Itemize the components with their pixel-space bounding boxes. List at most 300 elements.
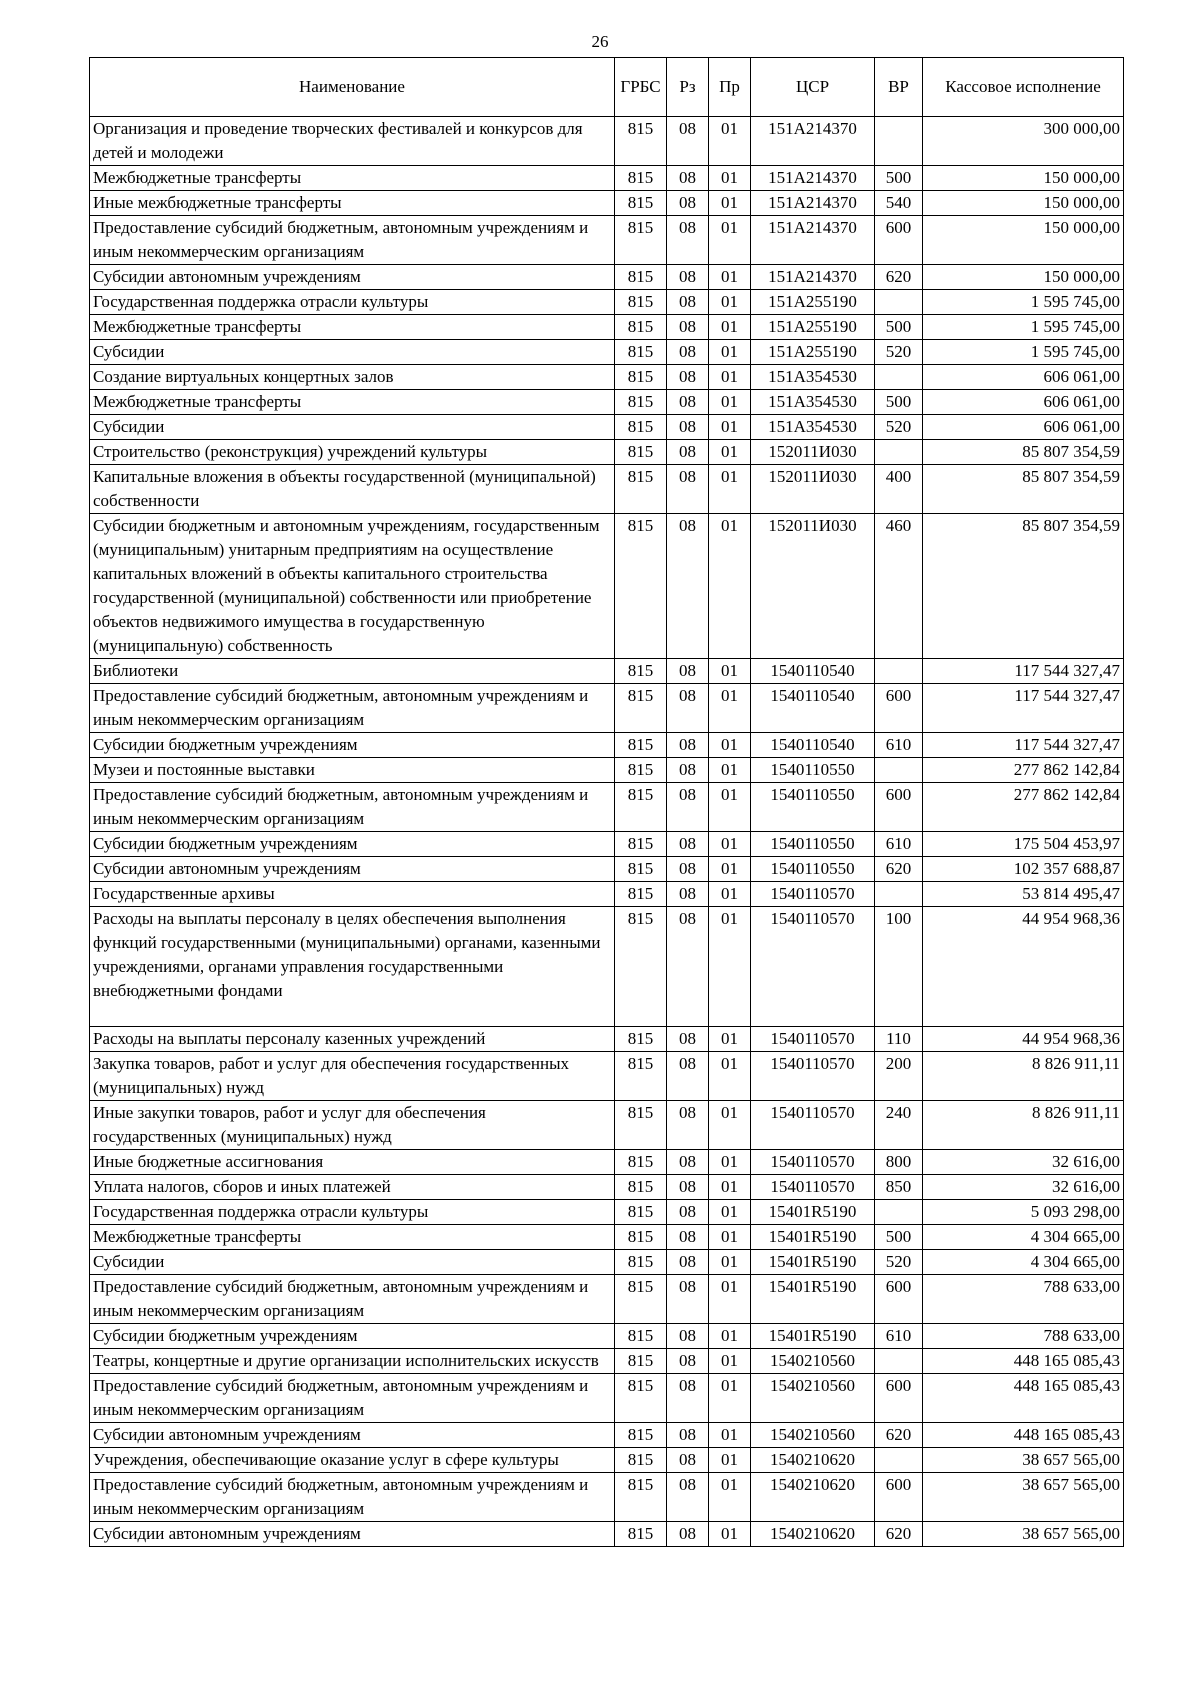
cell-amount: 4 304 665,00 <box>923 1250 1124 1275</box>
cell-name: Создание виртуальных концертных залов <box>90 365 615 390</box>
cell-name: Субсидии бюджетным и автономным учреждениям, государственным (муниципальным) унитарным предприятиям на осуществление капитальных вложений в объекты капитального строительства государственной (муниципальной) собственности или приобретение объектов недвижимого имущества в государственную (муниципальную) собственность <box>90 514 615 659</box>
cell-rz: 08 <box>667 659 709 684</box>
cell-rz: 08 <box>667 365 709 390</box>
cell-amount: 606 061,00 <box>923 365 1124 390</box>
cell-amount: 448 165 085,43 <box>923 1349 1124 1374</box>
cell-name: Расходы на выплаты персоналу в целях обеспечения выполнения функций государственными (муниципальными) органами, казенными учреждениями, органами управления государственными внебюджетными фондами <box>90 907 615 1027</box>
cell-amount: 1 595 745,00 <box>923 340 1124 365</box>
cell-pr: 01 <box>709 1200 751 1225</box>
cell-rz: 08 <box>667 191 709 216</box>
cell-amount: 150 000,00 <box>923 191 1124 216</box>
cell-vr: 620 <box>875 1522 923 1547</box>
cell-amount: 8 826 911,11 <box>923 1052 1124 1101</box>
cell-rz: 08 <box>667 1052 709 1101</box>
cell-vr <box>875 290 923 315</box>
cell-vr: 500 <box>875 166 923 191</box>
cell-pr: 01 <box>709 1175 751 1200</box>
cell-amount: 788 633,00 <box>923 1324 1124 1349</box>
cell-name: Закупка товаров, работ и услуг для обеспечения государственных (муниципальных) нужд <box>90 1052 615 1101</box>
cell-csr: 1540110540 <box>751 684 875 733</box>
cell-grbs: 815 <box>615 832 667 857</box>
cell-amount: 150 000,00 <box>923 265 1124 290</box>
table-row <box>90 1275 1124 1324</box>
cell-amount: 32 616,00 <box>923 1150 1124 1175</box>
cell-pr: 01 <box>709 166 751 191</box>
cell-pr: 01 <box>709 1522 751 1547</box>
cell-amount: 117 544 327,47 <box>923 659 1124 684</box>
cell-csr: 1540210560 <box>751 1349 875 1374</box>
cell-grbs: 815 <box>615 882 667 907</box>
cell-grbs: 815 <box>615 1101 667 1150</box>
cell-vr: 520 <box>875 340 923 365</box>
cell-csr: 1540110570 <box>751 907 875 1027</box>
table-row <box>90 191 1124 216</box>
cell-vr: 610 <box>875 832 923 857</box>
table-row <box>90 783 1124 832</box>
cell-grbs: 815 <box>615 1423 667 1448</box>
cell-csr: 151A214370 <box>751 265 875 290</box>
cell-csr: 151A214370 <box>751 166 875 191</box>
cell-amount: 300 000,00 <box>923 117 1124 166</box>
cell-rz: 08 <box>667 265 709 290</box>
cell-vr <box>875 440 923 465</box>
cell-vr: 800 <box>875 1150 923 1175</box>
cell-name: Предоставление субсидий бюджетным, автономным учреждениям и иным некоммерческим организациям <box>90 1275 615 1324</box>
cell-name: Предоставление субсидий бюджетным, автономным учреждениям и иным некоммерческим организациям <box>90 1374 615 1423</box>
cell-grbs: 815 <box>615 216 667 265</box>
cell-pr: 01 <box>709 1150 751 1175</box>
cell-csr: 1540110570 <box>751 1101 875 1150</box>
cell-rz: 08 <box>667 1423 709 1448</box>
cell-csr: 1540210620 <box>751 1522 875 1547</box>
cell-csr: 15401R5190 <box>751 1225 875 1250</box>
cell-amount: 117 544 327,47 <box>923 684 1124 733</box>
cell-pr: 01 <box>709 1374 751 1423</box>
cell-csr: 15401R5190 <box>751 1324 875 1349</box>
cell-name: Межбюджетные трансферты <box>90 1225 615 1250</box>
cell-csr: 1540210560 <box>751 1423 875 1448</box>
cell-csr: 15401R5190 <box>751 1275 875 1324</box>
header-csr: ЦСР <box>751 58 875 117</box>
cell-grbs: 815 <box>615 315 667 340</box>
table-row <box>90 882 1124 907</box>
cell-csr: 1540110550 <box>751 832 875 857</box>
cell-rz: 08 <box>667 1175 709 1200</box>
cell-rz: 08 <box>667 1374 709 1423</box>
cell-pr: 01 <box>709 1275 751 1324</box>
cell-name: Организация и проведение творческих фестивалей и конкурсов для детей и молодежи <box>90 117 615 166</box>
cell-amount: 606 061,00 <box>923 415 1124 440</box>
header-vr: ВР <box>875 58 923 117</box>
cell-amount: 44 954 968,36 <box>923 907 1124 1027</box>
cell-amount: 1 595 745,00 <box>923 315 1124 340</box>
cell-name: Предоставление субсидий бюджетным, автономным учреждениям и иным некоммерческим организациям <box>90 684 615 733</box>
cell-pr: 01 <box>709 1448 751 1473</box>
cell-rz: 08 <box>667 166 709 191</box>
table-row <box>90 1522 1124 1547</box>
cell-rz: 08 <box>667 857 709 882</box>
cell-vr: 110 <box>875 1027 923 1052</box>
cell-name: Межбюджетные трансферты <box>90 166 615 191</box>
cell-name: Предоставление субсидий бюджетным, автономным учреждениям и иным некоммерческим организациям <box>90 783 615 832</box>
cell-rz: 08 <box>667 733 709 758</box>
cell-pr: 01 <box>709 1349 751 1374</box>
cell-rz: 08 <box>667 340 709 365</box>
cell-amount: 5 093 298,00 <box>923 1200 1124 1225</box>
cell-name: Межбюджетные трансферты <box>90 315 615 340</box>
cell-amount: 117 544 327,47 <box>923 733 1124 758</box>
cell-pr: 01 <box>709 1423 751 1448</box>
table-row <box>90 1448 1124 1473</box>
table-row <box>90 315 1124 340</box>
cell-name: Предоставление субсидий бюджетным, автономным учреждениям и иным некоммерческим организациям <box>90 1473 615 1522</box>
cell-grbs: 815 <box>615 1027 667 1052</box>
table-row <box>90 1225 1124 1250</box>
cell-csr: 1540110570 <box>751 1027 875 1052</box>
cell-grbs: 815 <box>615 117 667 166</box>
table-row <box>90 365 1124 390</box>
cell-pr: 01 <box>709 514 751 659</box>
cell-amount: 8 826 911,11 <box>923 1101 1124 1150</box>
cell-grbs: 815 <box>615 465 667 514</box>
cell-grbs: 815 <box>615 1522 667 1547</box>
cell-csr: 151A354530 <box>751 390 875 415</box>
cell-csr: 1540110540 <box>751 733 875 758</box>
cell-csr: 1540110570 <box>751 882 875 907</box>
cell-grbs: 815 <box>615 1200 667 1225</box>
cell-grbs: 815 <box>615 1374 667 1423</box>
table-row <box>90 265 1124 290</box>
cell-amount: 85 807 354,59 <box>923 440 1124 465</box>
cell-csr: 151A354530 <box>751 415 875 440</box>
table-row <box>90 758 1124 783</box>
cell-vr: 620 <box>875 1423 923 1448</box>
cell-pr: 01 <box>709 415 751 440</box>
cell-pr: 01 <box>709 882 751 907</box>
cell-pr: 01 <box>709 191 751 216</box>
cell-vr: 620 <box>875 265 923 290</box>
cell-vr: 500 <box>875 1225 923 1250</box>
cell-pr: 01 <box>709 1027 751 1052</box>
table-row <box>90 290 1124 315</box>
cell-rz: 08 <box>667 1027 709 1052</box>
cell-grbs: 815 <box>615 1324 667 1349</box>
cell-csr: 151A255190 <box>751 315 875 340</box>
cell-name: Строительство (реконструкция) учреждений культуры <box>90 440 615 465</box>
cell-csr: 151A354530 <box>751 365 875 390</box>
cell-amount: 150 000,00 <box>923 216 1124 265</box>
cell-vr <box>875 1200 923 1225</box>
cell-name: Учреждения, обеспечивающие оказание услуг в сфере культуры <box>90 1448 615 1473</box>
table-row <box>90 465 1124 514</box>
cell-grbs: 815 <box>615 1250 667 1275</box>
cell-csr: 1540110550 <box>751 783 875 832</box>
cell-amount: 85 807 354,59 <box>923 465 1124 514</box>
cell-csr: 1540110570 <box>751 1052 875 1101</box>
cell-name: Государственные архивы <box>90 882 615 907</box>
cell-vr <box>875 1349 923 1374</box>
cell-name: Субсидии бюджетным учреждениям <box>90 1324 615 1349</box>
cell-pr: 01 <box>709 1250 751 1275</box>
cell-pr: 01 <box>709 1101 751 1150</box>
cell-csr: 152011И030 <box>751 514 875 659</box>
cell-vr: 200 <box>875 1052 923 1101</box>
cell-grbs: 815 <box>615 191 667 216</box>
cell-grbs: 815 <box>615 907 667 1027</box>
cell-csr: 152011И030 <box>751 440 875 465</box>
cell-name: Иные бюджетные ассигнования <box>90 1150 615 1175</box>
cell-name: Иные межбюджетные трансферты <box>90 191 615 216</box>
cell-csr: 1540110540 <box>751 659 875 684</box>
cell-vr: 460 <box>875 514 923 659</box>
cell-grbs: 815 <box>615 390 667 415</box>
header-grbs: ГРБС <box>615 58 667 117</box>
cell-grbs: 815 <box>615 340 667 365</box>
cell-rz: 08 <box>667 783 709 832</box>
cell-rz: 08 <box>667 907 709 1027</box>
cell-pr: 01 <box>709 440 751 465</box>
cell-rz: 08 <box>667 415 709 440</box>
cell-amount: 277 862 142,84 <box>923 783 1124 832</box>
header-name: Наименование <box>90 58 615 117</box>
cell-rz: 08 <box>667 758 709 783</box>
cell-name: Расходы на выплаты персоналу казенных учреждений <box>90 1027 615 1052</box>
table-row <box>90 390 1124 415</box>
cell-rz: 08 <box>667 440 709 465</box>
cell-pr: 01 <box>709 216 751 265</box>
table-row <box>90 1349 1124 1374</box>
cell-grbs: 815 <box>615 365 667 390</box>
cell-grbs: 815 <box>615 1052 667 1101</box>
cell-name: Государственная поддержка отрасли культуры <box>90 1200 615 1225</box>
cell-grbs: 815 <box>615 684 667 733</box>
cell-vr: 520 <box>875 1250 923 1275</box>
cell-grbs: 815 <box>615 1150 667 1175</box>
table-row <box>90 832 1124 857</box>
cell-vr: 100 <box>875 907 923 1027</box>
cell-amount: 32 616,00 <box>923 1175 1124 1200</box>
cell-pr: 01 <box>709 783 751 832</box>
cell-pr: 01 <box>709 733 751 758</box>
cell-amount: 44 954 968,36 <box>923 1027 1124 1052</box>
cell-vr: 400 <box>875 465 923 514</box>
cell-vr: 600 <box>875 1275 923 1324</box>
cell-pr: 01 <box>709 465 751 514</box>
table-row <box>90 1423 1124 1448</box>
cell-rz: 08 <box>667 1250 709 1275</box>
cell-name: Иные закупки товаров, работ и услуг для обеспечения государственных (муниципальных) нужд <box>90 1101 615 1150</box>
cell-rz: 08 <box>667 1101 709 1150</box>
cell-vr: 520 <box>875 415 923 440</box>
cell-csr: 151A214370 <box>751 191 875 216</box>
cell-name: Субсидии автономным учреждениям <box>90 265 615 290</box>
cell-pr: 01 <box>709 832 751 857</box>
cell-vr: 620 <box>875 857 923 882</box>
cell-name: Субсидии <box>90 415 615 440</box>
cell-pr: 01 <box>709 684 751 733</box>
cell-vr: 600 <box>875 684 923 733</box>
cell-pr: 01 <box>709 659 751 684</box>
cell-pr: 01 <box>709 857 751 882</box>
cell-vr: 600 <box>875 783 923 832</box>
cell-grbs: 815 <box>615 1175 667 1200</box>
table-row <box>90 907 1124 1027</box>
cell-vr: 540 <box>875 191 923 216</box>
cell-csr: 151A214370 <box>751 117 875 166</box>
cell-name: Музеи и постоянные выставки <box>90 758 615 783</box>
cell-grbs: 815 <box>615 166 667 191</box>
cell-csr: 152011И030 <box>751 465 875 514</box>
cell-csr: 15401R5190 <box>751 1250 875 1275</box>
cell-name: Субсидии бюджетным учреждениям <box>90 832 615 857</box>
cell-pr: 01 <box>709 390 751 415</box>
cell-vr <box>875 365 923 390</box>
cell-name: Субсидии автономным учреждениям <box>90 1423 615 1448</box>
cell-amount: 85 807 354,59 <box>923 514 1124 659</box>
cell-vr: 600 <box>875 1374 923 1423</box>
cell-pr: 01 <box>709 907 751 1027</box>
table-row <box>90 166 1124 191</box>
cell-csr: 1540110570 <box>751 1150 875 1175</box>
table-row <box>90 1101 1124 1150</box>
cell-grbs: 815 <box>615 1349 667 1374</box>
table-row <box>90 415 1124 440</box>
cell-rz: 08 <box>667 290 709 315</box>
cell-grbs: 815 <box>615 440 667 465</box>
table-row <box>90 1200 1124 1225</box>
table-row <box>90 1052 1124 1101</box>
cell-rz: 08 <box>667 1448 709 1473</box>
cell-amount: 38 657 565,00 <box>923 1473 1124 1522</box>
cell-pr: 01 <box>709 758 751 783</box>
cell-rz: 08 <box>667 1200 709 1225</box>
cell-rz: 08 <box>667 1349 709 1374</box>
table-row <box>90 684 1124 733</box>
cell-amount: 1 595 745,00 <box>923 290 1124 315</box>
cell-pr: 01 <box>709 265 751 290</box>
cell-pr: 01 <box>709 117 751 166</box>
table-row <box>90 1027 1124 1052</box>
cell-name: Уплата налогов, сборов и иных платежей <box>90 1175 615 1200</box>
cell-vr <box>875 1448 923 1473</box>
table-row <box>90 1324 1124 1349</box>
cell-amount: 788 633,00 <box>923 1275 1124 1324</box>
header-rz: Рз <box>667 58 709 117</box>
cell-amount: 175 504 453,97 <box>923 832 1124 857</box>
header-pr: Пр <box>709 58 751 117</box>
cell-name: Межбюджетные трансферты <box>90 390 615 415</box>
cell-rz: 08 <box>667 1150 709 1175</box>
table-row <box>90 1175 1124 1200</box>
cell-vr: 600 <box>875 216 923 265</box>
cell-amount: 448 165 085,43 <box>923 1423 1124 1448</box>
cell-pr: 01 <box>709 1473 751 1522</box>
cell-pr: 01 <box>709 340 751 365</box>
cell-grbs: 815 <box>615 1448 667 1473</box>
cell-rz: 08 <box>667 1324 709 1349</box>
cell-rz: 08 <box>667 315 709 340</box>
cell-pr: 01 <box>709 290 751 315</box>
table-row <box>90 1473 1124 1522</box>
cell-pr: 01 <box>709 1052 751 1101</box>
table-row <box>90 514 1124 659</box>
cell-amount: 53 814 495,47 <box>923 882 1124 907</box>
cell-grbs: 815 <box>615 783 667 832</box>
cell-grbs: 815 <box>615 265 667 290</box>
table-row <box>90 1250 1124 1275</box>
cell-name: Библиотеки <box>90 659 615 684</box>
cell-amount: 448 165 085,43 <box>923 1374 1124 1423</box>
cell-grbs: 815 <box>615 659 667 684</box>
table-row <box>90 340 1124 365</box>
cell-csr: 1540210620 <box>751 1473 875 1522</box>
cell-csr: 1540110570 <box>751 1175 875 1200</box>
cell-rz: 08 <box>667 465 709 514</box>
cell-grbs: 815 <box>615 514 667 659</box>
cell-vr: 600 <box>875 1473 923 1522</box>
table-row <box>90 1150 1124 1175</box>
cell-vr: 610 <box>875 1324 923 1349</box>
table-body <box>90 117 1124 1547</box>
cell-grbs: 815 <box>615 758 667 783</box>
cell-amount: 38 657 565,00 <box>923 1522 1124 1547</box>
cell-name: Субсидии автономным учреждениям <box>90 857 615 882</box>
cell-name: Субсидии <box>90 1250 615 1275</box>
cell-grbs: 815 <box>615 733 667 758</box>
cell-csr: 151A214370 <box>751 216 875 265</box>
cell-name: Капитальные вложения в объекты государственной (муниципальной) собственности <box>90 465 615 514</box>
cell-pr: 01 <box>709 315 751 340</box>
cell-grbs: 815 <box>615 1473 667 1522</box>
cell-vr: 500 <box>875 315 923 340</box>
cell-vr: 850 <box>875 1175 923 1200</box>
cell-csr: 151A255190 <box>751 340 875 365</box>
cell-csr: 15401R5190 <box>751 1200 875 1225</box>
page-number: 26 <box>591 32 609 51</box>
cell-csr: 1540110550 <box>751 758 875 783</box>
table-row <box>90 857 1124 882</box>
table-row <box>90 659 1124 684</box>
table-header-row <box>90 58 1124 117</box>
cell-vr <box>875 659 923 684</box>
cell-name: Субсидии автономным учреждениям <box>90 1522 615 1547</box>
cell-name: Субсидии бюджетным учреждениям <box>90 733 615 758</box>
cell-pr: 01 <box>709 1225 751 1250</box>
table-row <box>90 216 1124 265</box>
cell-grbs: 815 <box>615 290 667 315</box>
cell-csr: 1540210620 <box>751 1448 875 1473</box>
cell-csr: 1540110550 <box>751 857 875 882</box>
cell-rz: 08 <box>667 832 709 857</box>
cell-name: Предоставление субсидий бюджетным, автономным учреждениям и иным некоммерческим организациям <box>90 216 615 265</box>
cell-grbs: 815 <box>615 1275 667 1324</box>
cell-amount: 38 657 565,00 <box>923 1448 1124 1473</box>
cell-rz: 08 <box>667 390 709 415</box>
cell-rz: 08 <box>667 117 709 166</box>
cell-name: Субсидии <box>90 340 615 365</box>
cell-name: Театры, концертные и другие организации исполнительских искусств <box>90 1349 615 1374</box>
cell-grbs: 815 <box>615 415 667 440</box>
cell-csr: 151A255190 <box>751 290 875 315</box>
cell-vr <box>875 758 923 783</box>
cell-vr: 610 <box>875 733 923 758</box>
cell-vr <box>875 117 923 166</box>
cell-rz: 08 <box>667 1522 709 1547</box>
cell-amount: 102 357 688,87 <box>923 857 1124 882</box>
cell-amount: 4 304 665,00 <box>923 1225 1124 1250</box>
cell-name: Государственная поддержка отрасли культуры <box>90 290 615 315</box>
cell-pr: 01 <box>709 365 751 390</box>
